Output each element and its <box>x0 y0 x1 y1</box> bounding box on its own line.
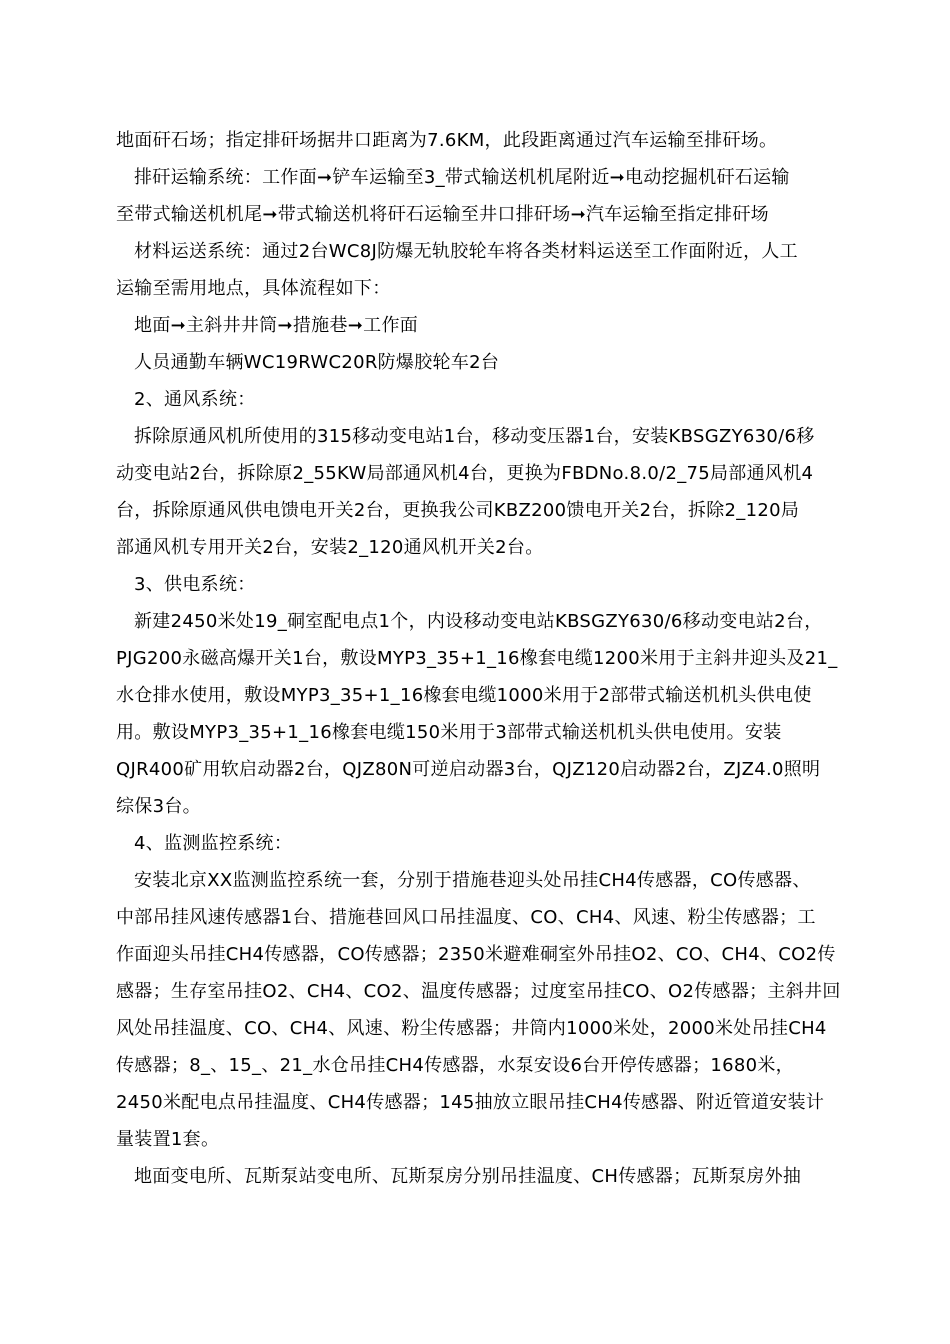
section-heading: 4、监测监控系统： <box>134 833 293 854</box>
document-body <box>116 122 846 1195</box>
text-line: 拆除原通风机所使用的315移动变电站1台，移动变压器1台，安装KBSGZY630/6移 <box>134 426 815 447</box>
text-line: 新建2450米处19_硐室配电点1个，内设移动变电站KBSGZY630/6移动变电站2台， <box>134 611 823 632</box>
text-line: 作面迎头吊挂CH4传感器，CO传感器；2350米避难硐室外吊挂O2、CO、CH4、CO2传 <box>116 944 836 965</box>
text-line: 水仓排水使用，敷设MYP3_35+1_16橡套电缆1000米用于2部带式输送机机头供电使 <box>116 685 812 706</box>
text-line: 运输至需用地点，具体流程如下： <box>116 278 391 299</box>
text-line: 风处吊挂温度、CO、CH4、风速、粉尘传感器；井筒内1000米处，2000米处吊挂CH4 <box>116 1018 827 1039</box>
text-line: PJG200永磁高爆开关1台，敷设MYP3_35+1_16橡套电缆1200米用于主斜井迎头及21_ <box>116 648 838 669</box>
text-line: QJR400矿用软启动器2台，QJZ80N可逆启动器3台，QJZ120启动器2台，ZJZ4.0照明 <box>116 759 821 780</box>
text-line: 量装置1套。 <box>116 1129 220 1150</box>
text-line: 材料运送系统：通过2台WC8J防爆无轨胶轮车将各类材料运送至工作面附近，人工 <box>134 241 798 262</box>
text-line: 地面➞主斜井井筒➞措施巷➞工作面 <box>134 315 419 336</box>
section-heading: 2、通风系统： <box>134 389 256 410</box>
section-heading: 3、供电系统： <box>134 574 256 595</box>
text-line: 排矸运输系统：工作面➞铲车运输至3_带式输送机机尾附近➞电动挖掘机矸石运输 <box>134 167 790 188</box>
text-line: 用。敷设MYP3_35+1_16橡套电缆150米用于3部带式输送机机头供电使用。安装 <box>116 722 782 743</box>
text-line: 感器；生存室吊挂O2、CH4、CO2、温度传感器；过度室吊挂CO、O2传感器；主斜井回 <box>116 981 841 1002</box>
text-line: 动变电站2台，拆除原2_55KW局部通风机4台，更换为FBDNo.8.0/2_75局部通风机4 <box>116 463 814 484</box>
text-line: 台，拆除原通风供电馈电开关2台，更换我公司KBZ200馈电开关2台，拆除2_120局 <box>116 500 800 521</box>
text-line: 传感器；8_、15_、21_水仓吊挂CH4传感器，水泵安设6台开停传感器；1680米， <box>116 1055 794 1076</box>
text-line: 部通风机专用开关2台，安装2_120通风机开关2台。 <box>116 537 544 558</box>
text-line: 中部吊挂风速传感器1台、措施巷回风口吊挂温度、CO、CH4、风速、粉尘传感器；工 <box>116 907 816 928</box>
text-line: 安装北京XX监测监控系统一套，分别于措施巷迎头处吊挂CH4传感器，CO传感器、 <box>134 870 811 891</box>
text-line: 人员通勤车辆WC19RWC20R防爆胶轮车2台 <box>134 352 500 373</box>
text-line: 地面矸石场；指定排矸场据井口距离为7.6KM，此段距离通过汽车运输至排矸场。 <box>116 130 778 151</box>
text-line: 至带式输送机机尾➞带式输送机将矸石运输至井口排矸场➞汽车运输至指定排矸场 <box>116 204 769 225</box>
text-line: 2450米配电点吊挂温度、CH4传感器；145抽放立眼吊挂CH4传感器、附近管道安装计 <box>116 1092 825 1113</box>
text-line: 综保3台。 <box>116 796 201 817</box>
text-line: 地面变电所、瓦斯泵站变电所、瓦斯泵房分别吊挂温度、CH传感器；瓦斯泵房外抽 <box>134 1166 802 1187</box>
